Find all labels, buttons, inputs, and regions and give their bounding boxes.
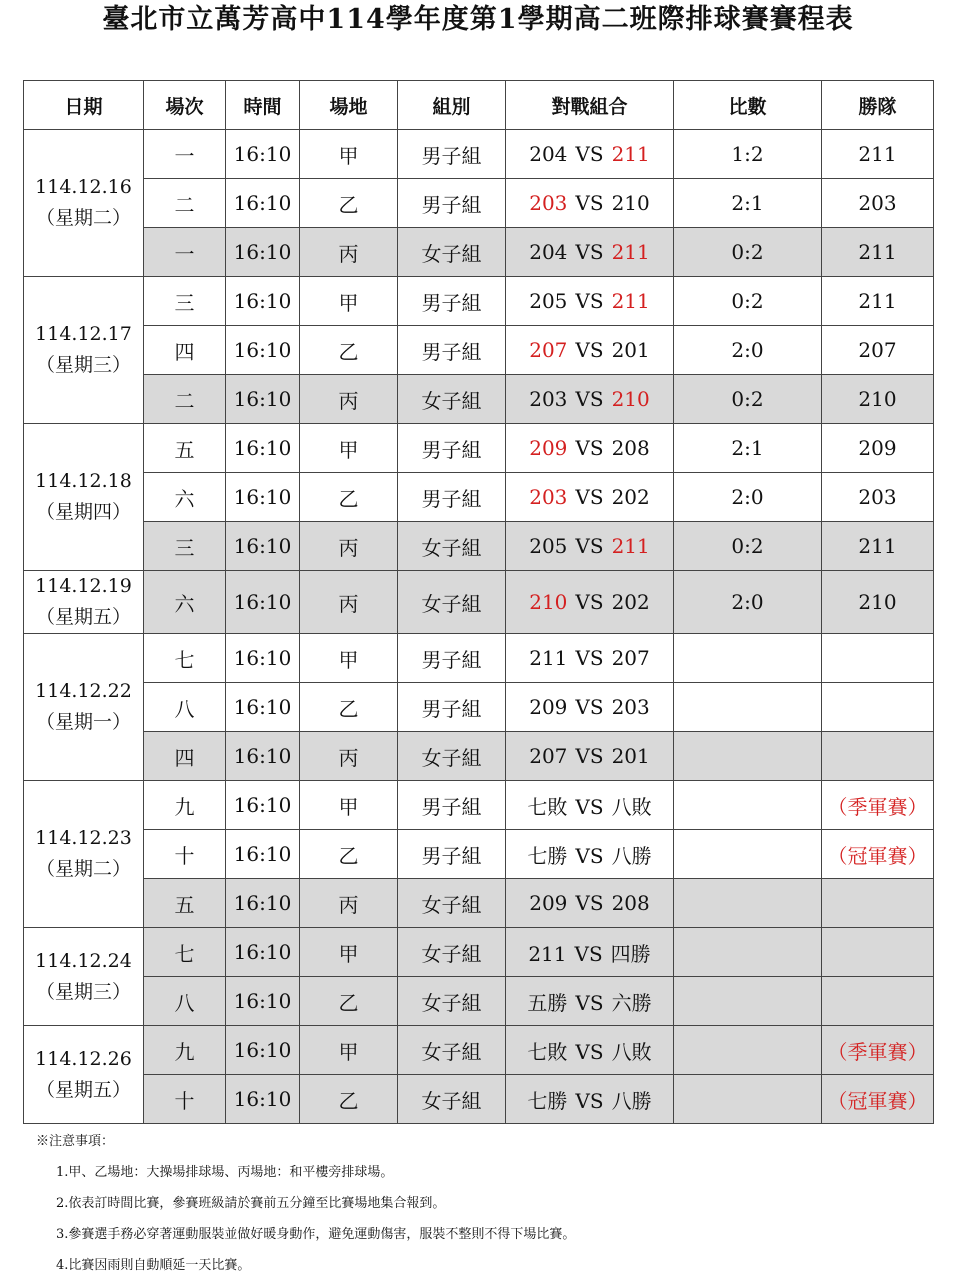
vs-label: VS (575, 191, 604, 215)
team-b: 202 (611, 590, 650, 614)
group-cell: 男子組 (398, 326, 506, 375)
round-cell: 六 (144, 473, 226, 522)
court-cell: 甲 (300, 277, 398, 326)
weekday-text: （星期二） (35, 207, 131, 229)
schedule-body (24, 130, 934, 1124)
team-a: 207 (529, 744, 568, 768)
table-row (24, 228, 934, 277)
date-text: 114.12.18 (35, 470, 132, 492)
team-a: 211 (528, 941, 567, 966)
table-row (24, 928, 934, 977)
table-row (24, 375, 934, 424)
team-a: 207 (529, 338, 568, 362)
winner-cell (822, 683, 934, 732)
vs-label: VS (575, 338, 604, 362)
group-cell: 男子組 (398, 634, 506, 683)
court-cell: 丙 (300, 522, 398, 571)
notes-section (36, 1126, 936, 1281)
time-cell: 16:10 (226, 228, 300, 277)
team-a: 211 (529, 646, 568, 670)
team-a: 209 (529, 695, 568, 719)
header-row (24, 81, 934, 130)
score-cell (674, 732, 822, 781)
table-row (24, 879, 934, 928)
team-b: 207 (611, 646, 650, 670)
team-b: 203 (611, 695, 650, 719)
schedule-table (23, 80, 934, 1124)
winner-cell: 207 (822, 326, 934, 375)
weekday-text: （星期四） (35, 501, 131, 523)
round-cell: 一 (144, 228, 226, 277)
table-row (24, 830, 934, 879)
header-court: 場地 (300, 81, 398, 130)
score-cell: 0:2 (674, 228, 822, 277)
header-time: 時間 (226, 81, 300, 130)
weekday-text: （星期五） (35, 1078, 131, 1101)
team-a: 209 (529, 436, 568, 460)
winner-cell: 211 (822, 522, 934, 571)
round-cell: 六 (144, 571, 226, 634)
matchup-cell (506, 277, 674, 326)
score-cell: 2:0 (674, 571, 822, 634)
round-cell: 四 (144, 326, 226, 375)
round-cell: 十 (144, 1075, 226, 1124)
matchup-cell (506, 473, 674, 522)
table-row (24, 781, 934, 830)
group-cell: 男子組 (398, 473, 506, 522)
page-title: 臺北市立萬芳高中114學年度第1學期高二班際排球賽賽程表 (102, 4, 854, 35)
vs-label: VS (575, 387, 604, 411)
note-item: 1.甲、乙場地：大操場排球場、丙場地：和平樓旁排球場。 (56, 1165, 394, 1180)
round-cell: 九 (144, 781, 226, 830)
group-cell: 男子組 (398, 683, 506, 732)
team-a: 204 (529, 142, 568, 166)
team-b: 211 (611, 142, 650, 166)
winner-cell: 210 (822, 375, 934, 424)
time-cell: 16:10 (226, 879, 300, 928)
round-cell: 四 (144, 732, 226, 781)
date-cell (24, 277, 144, 424)
team-b: 211 (611, 240, 650, 264)
header-matchup: 對戰組合 (506, 81, 674, 130)
weekday-text: （星期三） (35, 354, 131, 376)
round-cell: 七 (144, 928, 226, 977)
time-cell: 16:10 (226, 277, 300, 326)
vs-label: VS (575, 1039, 604, 1064)
score-cell (674, 1026, 822, 1075)
team-b: 210 (611, 191, 650, 215)
time-cell: 16:10 (226, 522, 300, 571)
court-cell: 乙 (300, 473, 398, 522)
vs-label: VS (575, 590, 604, 614)
matchup-cell (506, 571, 674, 634)
table-row (24, 571, 934, 634)
group-cell: 男子組 (398, 781, 506, 830)
round-cell: 二 (144, 375, 226, 424)
team-b: 208 (611, 891, 650, 915)
match-note-cell: （冠軍賽） (822, 830, 934, 879)
team-b: 210 (611, 387, 650, 411)
match-note-cell: （冠軍賽） (822, 1075, 934, 1124)
vs-label: VS (575, 744, 604, 768)
team-a: 205 (529, 534, 568, 558)
weekday-text: （星期五） (35, 606, 131, 628)
team-b: 208 (611, 436, 650, 460)
table-row (24, 1026, 934, 1075)
winner-cell: 211 (822, 228, 934, 277)
matchup-cell (506, 683, 674, 732)
group-cell: 男子組 (398, 424, 506, 473)
date-cell (24, 424, 144, 571)
group-cell: 女子組 (398, 1026, 506, 1075)
matchup-cell (506, 1026, 674, 1075)
winner-cell: 211 (822, 130, 934, 179)
score-cell: 2:0 (674, 326, 822, 375)
round-cell: 八 (144, 977, 226, 1026)
team-b: 八敗 (611, 1039, 652, 1064)
court-cell: 乙 (300, 326, 398, 375)
matchup-cell (506, 130, 674, 179)
team-b: 202 (611, 485, 650, 509)
vs-label: VS (575, 646, 604, 670)
vs-label: VS (575, 891, 604, 915)
time-cell: 16:10 (226, 179, 300, 228)
court-cell: 乙 (300, 683, 398, 732)
date-text: 114.12.24 (35, 949, 132, 972)
date-cell (24, 571, 144, 634)
table-row (24, 977, 934, 1026)
round-cell: 五 (144, 879, 226, 928)
note-item: 3.參賽選手務必穿著運動服裝並做好暖身動作，避免運動傷害，服裝不整則不得下場比賽。 (56, 1227, 576, 1242)
score-cell: 2:0 (674, 473, 822, 522)
group-cell: 女子組 (398, 879, 506, 928)
table-row (24, 634, 934, 683)
team-a: 204 (529, 240, 568, 264)
header-date: 日期 (24, 81, 144, 130)
court-cell: 丙 (300, 732, 398, 781)
time-cell: 16:10 (226, 830, 300, 879)
court-cell: 乙 (300, 1075, 398, 1124)
matchup-cell (506, 879, 674, 928)
round-cell: 五 (144, 424, 226, 473)
vs-label: VS (575, 843, 604, 868)
group-cell: 男子組 (398, 179, 506, 228)
score-cell (674, 634, 822, 683)
winner-cell: 209 (822, 424, 934, 473)
group-cell: 女子組 (398, 732, 506, 781)
vs-label: VS (575, 794, 604, 819)
vs-label: VS (575, 695, 604, 719)
date-text: 114.12.17 (35, 323, 132, 345)
round-cell: 三 (144, 522, 226, 571)
date-text: 114.12.22 (35, 680, 132, 702)
winner-cell (822, 977, 934, 1026)
court-cell: 丙 (300, 879, 398, 928)
team-b: 八勝 (611, 1088, 652, 1113)
header-score: 比數 (674, 81, 822, 130)
table-row (24, 179, 934, 228)
time-cell: 16:10 (226, 634, 300, 683)
court-cell: 丙 (300, 375, 398, 424)
matchup-cell (506, 179, 674, 228)
score-cell: 0:2 (674, 375, 822, 424)
group-cell: 男子組 (398, 830, 506, 879)
team-a: 203 (529, 191, 568, 215)
header-winner: 勝隊 (822, 81, 934, 130)
time-cell: 16:10 (226, 375, 300, 424)
court-cell: 丙 (300, 228, 398, 277)
team-b: 六勝 (611, 990, 652, 1015)
matchup-cell (506, 977, 674, 1026)
weekday-text: （星期一） (35, 711, 131, 733)
court-cell: 乙 (300, 830, 398, 879)
score-cell (674, 928, 822, 977)
date-text: 114.12.26 (35, 1047, 132, 1070)
time-cell: 16:10 (226, 473, 300, 522)
note-item: 4.比賽因雨則自動順延一天比賽。 (56, 1258, 251, 1273)
court-cell: 甲 (300, 130, 398, 179)
table-row (24, 732, 934, 781)
time-cell: 16:10 (226, 571, 300, 634)
group-cell: 男子組 (398, 130, 506, 179)
court-cell: 乙 (300, 179, 398, 228)
matchup-cell (506, 522, 674, 571)
table-row (24, 473, 934, 522)
score-cell (674, 879, 822, 928)
matchup-cell (506, 326, 674, 375)
time-cell: 16:10 (226, 781, 300, 830)
court-cell: 甲 (300, 424, 398, 473)
note-item: 2.依表訂時間比賽，參賽班級請於賽前五分鐘至比賽場地集合報到。 (56, 1196, 446, 1211)
table-row (24, 130, 934, 179)
table-row (24, 424, 934, 473)
date-text: 114.12.19 (35, 575, 132, 597)
team-b: 201 (611, 744, 650, 768)
score-cell: 2:1 (674, 424, 822, 473)
table-row (24, 277, 934, 326)
team-a: 205 (529, 289, 568, 313)
vs-label: VS (575, 289, 604, 313)
time-cell: 16:10 (226, 1026, 300, 1075)
time-cell: 16:10 (226, 928, 300, 977)
header-round: 場次 (144, 81, 226, 130)
winner-cell (822, 928, 934, 977)
score-cell (674, 977, 822, 1026)
vs-label: VS (575, 1088, 604, 1113)
time-cell: 16:10 (226, 1075, 300, 1124)
team-a: 七勝 (527, 1088, 568, 1113)
score-cell: 0:2 (674, 522, 822, 571)
team-a: 203 (529, 387, 568, 411)
vs-label: VS (574, 941, 603, 966)
weekday-text: （星期三） (35, 980, 131, 1003)
vs-label: VS (575, 436, 604, 460)
court-cell: 甲 (300, 634, 398, 683)
score-cell: 2:1 (674, 179, 822, 228)
table-row (24, 1075, 934, 1124)
team-b: 211 (611, 534, 650, 558)
round-cell: 一 (144, 130, 226, 179)
score-cell: 0:2 (674, 277, 822, 326)
date-cell (24, 781, 144, 928)
team-b: 201 (611, 338, 650, 362)
time-cell: 16:10 (226, 732, 300, 781)
weekday-text: （星期二） (35, 858, 131, 880)
team-a: 209 (529, 891, 568, 915)
team-b: 211 (611, 289, 650, 313)
group-cell: 男子組 (398, 277, 506, 326)
match-note-cell: （季軍賽） (822, 1026, 934, 1075)
court-cell: 甲 (300, 781, 398, 830)
matchup-cell (506, 634, 674, 683)
score-cell (674, 781, 822, 830)
notes-heading: ※注意事項： (36, 1134, 115, 1149)
table-row (24, 683, 934, 732)
time-cell: 16:10 (226, 424, 300, 473)
table-row (24, 522, 934, 571)
team-a: 七敗 (527, 794, 568, 819)
group-cell: 女子組 (398, 228, 506, 277)
vs-label: VS (575, 990, 604, 1015)
time-cell: 16:10 (226, 326, 300, 375)
date-text: 114.12.23 (35, 827, 132, 849)
team-b: 八敗 (611, 794, 652, 819)
winner-cell (822, 634, 934, 683)
team-a: 五勝 (527, 990, 568, 1015)
court-cell: 甲 (300, 1026, 398, 1075)
matchup-cell (506, 830, 674, 879)
winner-cell: 203 (822, 179, 934, 228)
table-row (24, 326, 934, 375)
vs-label: VS (575, 142, 604, 166)
header-group: 組別 (398, 81, 506, 130)
winner-cell (822, 732, 934, 781)
matchup-cell (506, 424, 674, 473)
team-a: 203 (529, 485, 568, 509)
date-cell (24, 928, 144, 1026)
winner-cell: 203 (822, 473, 934, 522)
match-note-cell: （季軍賽） (822, 781, 934, 830)
round-cell: 十 (144, 830, 226, 879)
court-cell: 乙 (300, 977, 398, 1026)
group-cell: 女子組 (398, 571, 506, 634)
matchup-cell (506, 781, 674, 830)
team-a: 七敗 (527, 1039, 568, 1064)
round-cell: 九 (144, 1026, 226, 1075)
team-b: 八勝 (611, 843, 652, 868)
date-cell (24, 634, 144, 781)
matchup-cell (506, 928, 674, 977)
score-cell (674, 683, 822, 732)
time-cell: 16:10 (226, 683, 300, 732)
vs-label: VS (575, 485, 604, 509)
winner-cell (822, 879, 934, 928)
matchup-cell (506, 228, 674, 277)
matchup-cell (506, 1075, 674, 1124)
winner-cell: 211 (822, 277, 934, 326)
score-cell: 1:2 (674, 130, 822, 179)
score-cell (674, 1075, 822, 1124)
round-cell: 七 (144, 634, 226, 683)
round-cell: 二 (144, 179, 226, 228)
court-cell: 丙 (300, 571, 398, 634)
date-cell (24, 130, 144, 277)
group-cell: 女子組 (398, 1075, 506, 1124)
vs-label: VS (575, 534, 604, 558)
round-cell: 八 (144, 683, 226, 732)
group-cell: 女子組 (398, 375, 506, 424)
winner-cell: 210 (822, 571, 934, 634)
round-cell: 三 (144, 277, 226, 326)
team-a: 七勝 (527, 843, 568, 868)
matchup-cell (506, 375, 674, 424)
team-a: 210 (529, 590, 568, 614)
score-cell (674, 830, 822, 879)
date-cell (24, 1026, 144, 1124)
matchup-cell (506, 732, 674, 781)
time-cell: 16:10 (226, 977, 300, 1026)
date-text: 114.12.16 (35, 176, 132, 198)
group-cell: 女子組 (398, 522, 506, 571)
vs-label: VS (575, 240, 604, 264)
team-b: 四勝 (610, 941, 651, 966)
time-cell: 16:10 (226, 130, 300, 179)
group-cell: 女子組 (398, 977, 506, 1026)
group-cell: 女子組 (398, 928, 506, 977)
court-cell: 甲 (300, 928, 398, 977)
